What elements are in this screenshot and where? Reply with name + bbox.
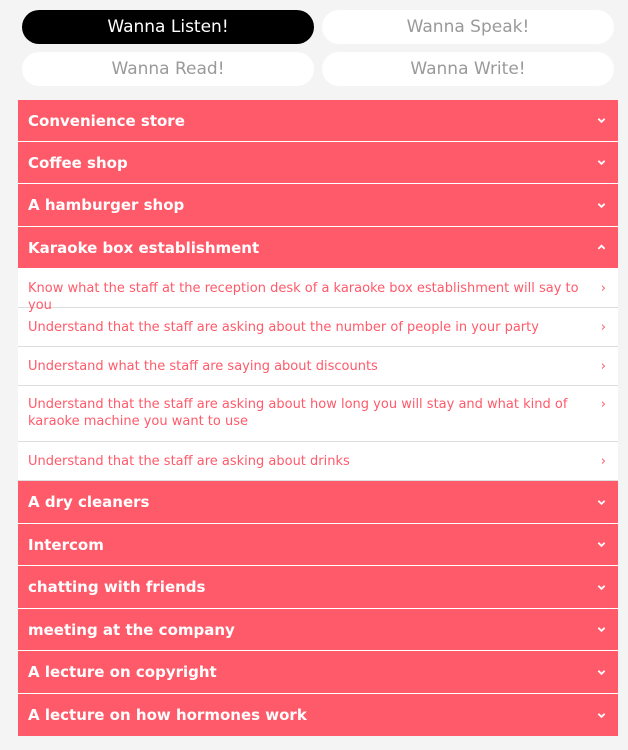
chevron-down-icon [597, 498, 606, 507]
category-header[interactable] [18, 524, 618, 566]
wanna-read-button[interactable]: Wanna Read! [22, 52, 314, 86]
chevron-down-icon [597, 540, 606, 549]
chevron-down-icon [597, 668, 606, 677]
category-label: A lecture on how hormones work [28, 706, 307, 724]
list-item[interactable] [18, 386, 618, 442]
category-header[interactable] [18, 609, 618, 651]
item-text: Understand that the staff are asking about the number of people in your party [28, 320, 539, 335]
category-header[interactable] [18, 100, 618, 142]
wanna-listen-button[interactable]: Wanna Listen! [22, 10, 314, 44]
mode-selector [0, 0, 628, 100]
situation-list [18, 100, 618, 736]
category-header[interactable] [18, 651, 618, 694]
category-label: A lecture on copyright [28, 663, 217, 681]
category-header[interactable] [18, 184, 618, 227]
list-item[interactable] [18, 269, 618, 313]
category-label: Intercom [28, 535, 104, 554]
category-label: Karaoke box establishment [28, 238, 260, 257]
category-label: chatting with friends [28, 578, 206, 596]
category-header[interactable] [18, 694, 618, 736]
item-text: Understand what the staff are saying about discounts [28, 359, 378, 374]
item-text: Understand that the staff are asking about drinks [28, 454, 350, 469]
chevron-right-icon: › [600, 281, 606, 296]
category-label: meeting at the company [28, 620, 235, 639]
category-header-expanded[interactable] [18, 227, 618, 269]
category-label: A dry cleaners [28, 493, 150, 511]
chevron-up-icon [597, 243, 606, 252]
chevron-down-icon [597, 201, 606, 210]
category-header[interactable] [18, 142, 618, 184]
chevron-right-icon: › [600, 397, 606, 412]
category-header[interactable] [18, 481, 618, 524]
chevron-down-icon [597, 158, 606, 167]
wanna-write-button[interactable]: Wanna Write! [322, 52, 614, 86]
category-header[interactable] [18, 566, 618, 609]
chevron-right-icon: › [600, 454, 606, 469]
list-item[interactable] [18, 442, 618, 481]
category-label: Coffee shop [28, 153, 128, 172]
category-label: Convenience store [28, 111, 185, 130]
item-text: Know what the staff at the reception desk of a karaoke box establishment will say to you [28, 281, 579, 313]
category-label: A hamburger shop [28, 196, 185, 214]
chevron-down-icon [597, 625, 606, 634]
chevron-right-icon: › [600, 320, 606, 335]
wanna-speak-button[interactable]: Wanna Speak! [322, 10, 614, 44]
chevron-right-icon: › [600, 359, 606, 374]
item-text: Understand that the staff are asking about how long you will stay and what kind of karaoke machine you want to use [28, 397, 568, 429]
list-item[interactable] [18, 347, 618, 386]
chevron-down-icon [597, 583, 606, 592]
chevron-down-icon [597, 116, 606, 125]
chevron-down-icon [597, 711, 606, 720]
